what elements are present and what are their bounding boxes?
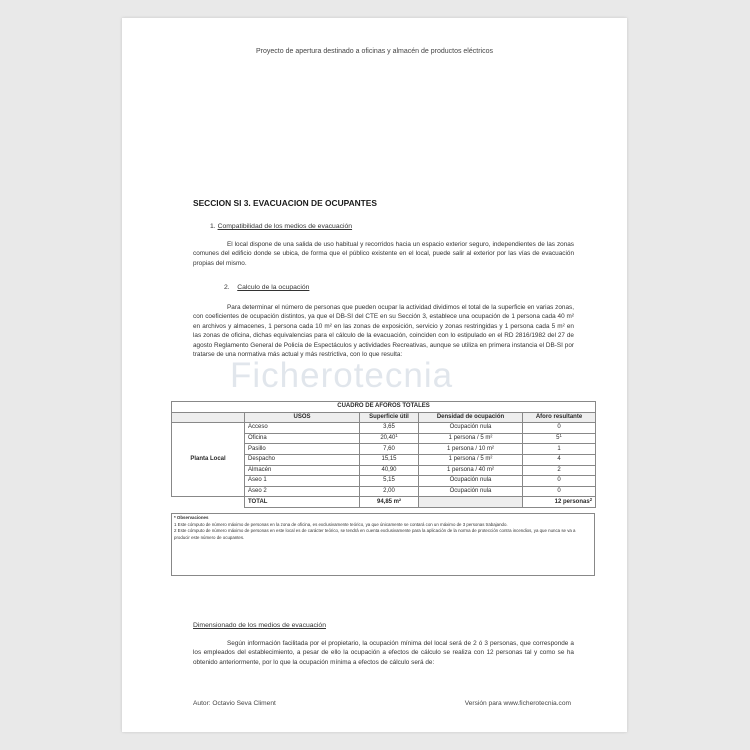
table-row [172, 423, 596, 434]
cell-uso: Aseo 2 [245, 486, 360, 497]
subsection-dimensionado: Dimensionado de los medios de evacuación [193, 622, 326, 629]
subsection-calculo [224, 284, 309, 291]
cell-aforo: $5^1$ [523, 433, 596, 444]
cell-uso: Despacho [245, 454, 360, 465]
paragraph-compatibilidad [193, 240, 574, 268]
cell-uso: Aseo 1 [245, 476, 360, 487]
cell-superficie: 3,65 [360, 423, 419, 434]
cell-densidad: Ocupación nula [419, 476, 523, 487]
paragraph-calculo [193, 303, 574, 359]
aforos-table [171, 401, 596, 508]
cell-uso: Pasillo [245, 444, 360, 455]
cell-superficie: 2,00 [360, 486, 419, 497]
footer-author: Autor: Octavio Seva Climent [193, 700, 276, 707]
cell-aforo: 2 [523, 465, 596, 476]
cell-aforo: 0 [523, 423, 596, 434]
cell-densidad: 1 persona / 5 m² [419, 454, 523, 465]
document-page [122, 18, 627, 732]
cell-superficie: 7,60 [360, 444, 419, 455]
cell-uso: Acceso [245, 423, 360, 434]
footer-version: Versión para www.ficherotecnia.com [464, 700, 571, 707]
total-superficie: 94,85 m² [360, 497, 419, 508]
col-header-aforo: Aforo resultante [523, 412, 596, 423]
total-densidad-empty [419, 497, 523, 508]
cell-aforo: 0 [523, 486, 596, 497]
subsection-compatibilidad [210, 223, 352, 230]
cell-superficie: 5,15 [360, 476, 419, 487]
col-header-densidad: Densidad de ocupación [419, 412, 523, 423]
cell-superficie: 40,90 [360, 465, 419, 476]
total-aforo: 12 personas$^2$ [523, 497, 596, 508]
cell-superficie: 20,40$^1$ [360, 433, 419, 444]
page-header: Proyecto de apertura destinado a oficinas y almacén de productos eléctricos [256, 48, 493, 55]
paragraph-text: Para determinar el número de personas que pueden ocupar la actividad dividimos el total de la superficie en varias zonas, con coeficientes de ocupación distintos, ya que el DB-SI del CTE en su Sección 3, establece una ocupación de 1 persona cada 40 m² en archivos y almacenes, 1 persona cada 10 m² en las zonas de exposición, servicio y zonas restringidas y 1 persona cada 5 m² en las zonas de oficina, dichas equivalencias para el cálculo de la evacuación, coinciden con lo estipulado en el RD 2816/1982 del 27 de agosto Reglamento General de Policía de Espectáculos y actividades Recreativas, aunque se utiliza en primera instancia el DB-SI por tratarse de una normativa más actual y más restrictiva, con lo que resulta: [193, 304, 574, 359]
cell-uso: Oficina [245, 433, 360, 444]
group-label: Planta Local [172, 423, 245, 497]
cell-densidad: Ocupación nula [419, 486, 523, 497]
paragraph-dimensionado [193, 639, 574, 667]
cell-uso: Almacén [245, 465, 360, 476]
observaciones-heading: * Observaciones [174, 515, 209, 520]
table-total-row [172, 497, 596, 508]
col-header-superficie: Superficie útil [360, 412, 419, 423]
observacion-note-2: 2 Este cómputo de número máximo de personas en este local es de carácter teórico, se tendrá en cuenta exclusivamente para la aplicación de la norma de protección contra incendios, ya que nunca se va a producir este número de ocupantes. [174, 528, 576, 540]
observaciones-box [171, 513, 595, 576]
section-title: SECCION SI 3. EVACUACION DE OCUPANTES [193, 198, 377, 208]
subsection-title: Compatibilidad de los medios de evacuación [217, 223, 353, 230]
cell-densidad: 1 persona / 10 m² [419, 444, 523, 455]
cell-densidad: Ocupación nula [419, 423, 523, 434]
cell-densidad: 1 persona / 40 m² [419, 465, 523, 476]
cell-aforo: 4 [523, 454, 596, 465]
col-header-usos: USOS [245, 412, 360, 423]
paragraph-text: El local dispone de una salida de uso habitual y recorridos hacia un espacio exterior seguro, independientes de las zonas comunes del edificio donde se ubica, de forma que el público existente en el local, puede salir al exterior por las vías de evacuación propias del mismo. [193, 241, 574, 267]
table-title: CUADRO DE AFOROS TOTALES [172, 402, 596, 413]
watermark-logo: Ficherotecnia [230, 356, 454, 395]
subsection-number: 1. [210, 223, 216, 230]
subsection-title: Calculo de la ocupación [237, 284, 310, 291]
cell-superficie: 15,15 [360, 454, 419, 465]
total-label: TOTAL [245, 497, 360, 508]
paragraph-text: Según información facilitada por el propietario, la ocupación mínima del local será de 2 ó 3 personas, que corresponde a los empleados del establecimiento, a pesar de ello la ocupación a efectos de cálculo se realiza con 12 personas tal y como se ha obtenido anteriormente, por lo que la ocupación mínima a efectos de cálculo será de: [193, 640, 574, 666]
table-corner [172, 412, 245, 423]
subsection-number: 2. [224, 284, 230, 291]
observacion-note-1: 1 Este cómputo de número máximo de personas en la zona de oficina, es exclusivamente teórico, ya que únicamente se contará con un máximo de 3 personas trabajando. [174, 521, 508, 527]
cell-aforo: 0 [523, 476, 596, 487]
cell-densidad: 1 persona / 5 m² [419, 433, 523, 444]
cell-aforo: 1 [523, 444, 596, 455]
